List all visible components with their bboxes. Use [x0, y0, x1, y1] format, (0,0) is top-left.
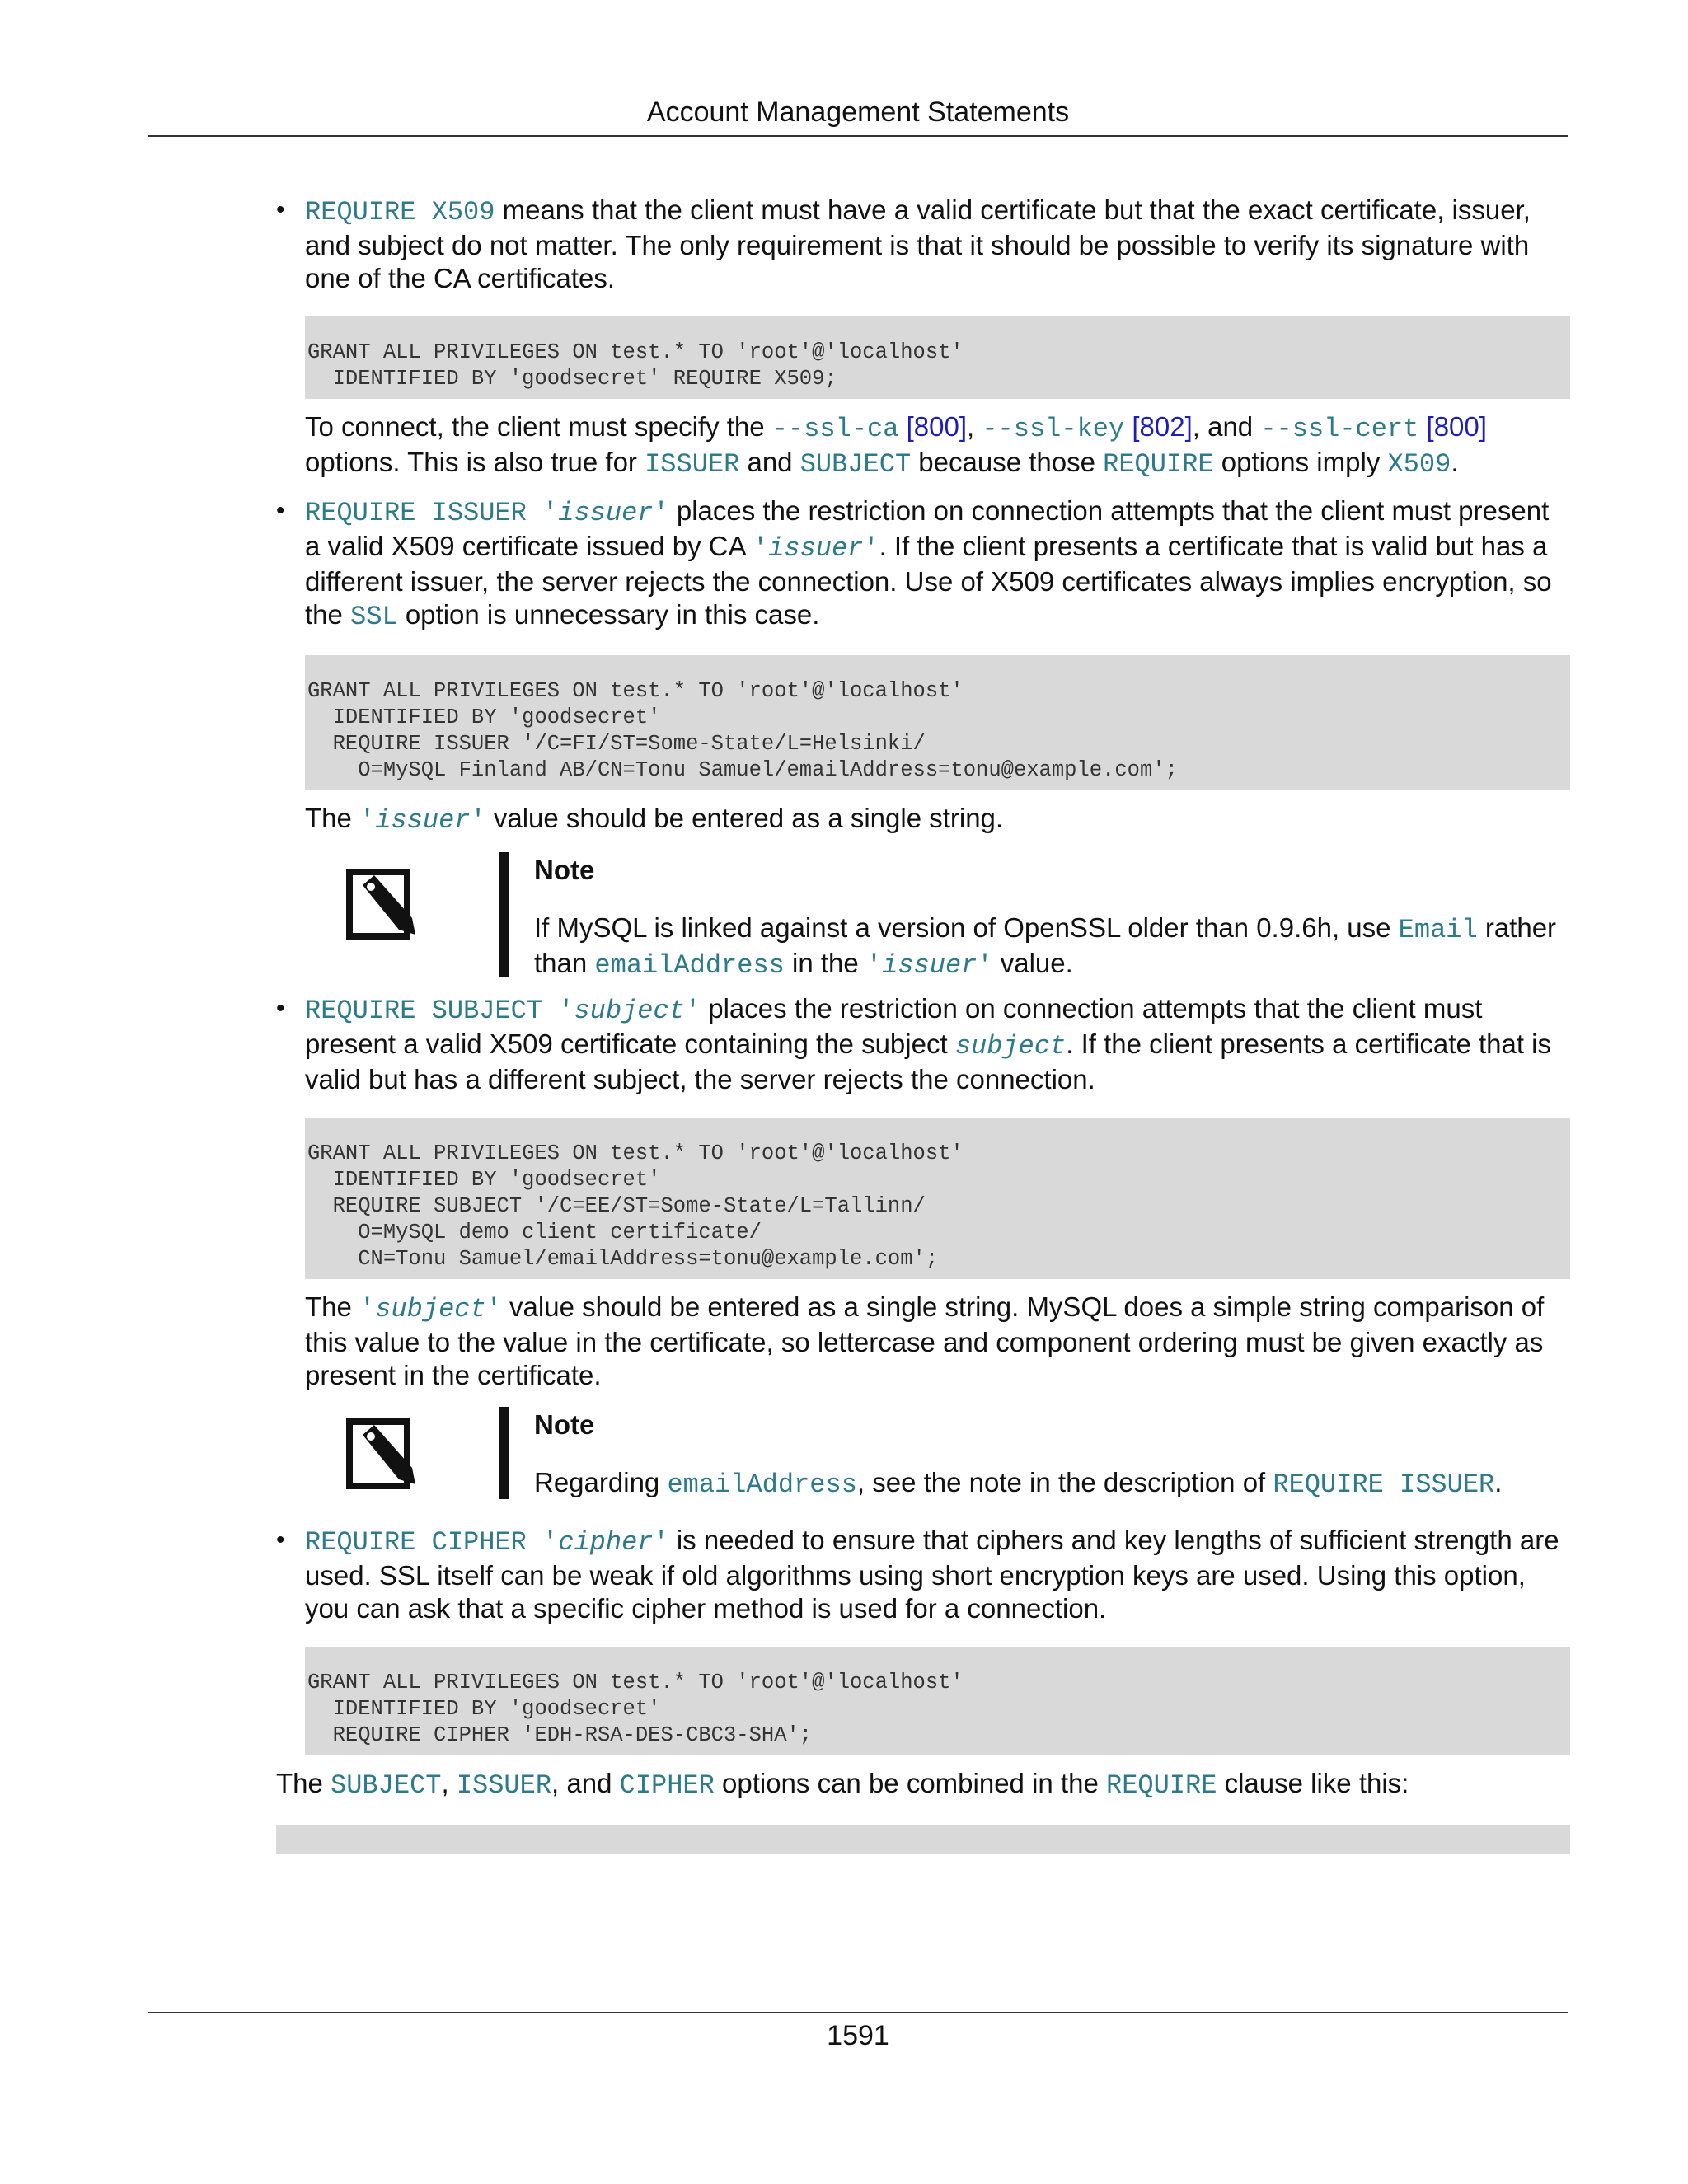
code-literal[interactable]: REQUIRE	[1103, 449, 1214, 480]
note-bar	[499, 1407, 509, 1499]
code-literal[interactable]: REQUIRE CIPHER 'cipher'	[305, 1527, 669, 1558]
code-example-issuer	[305, 655, 1570, 790]
code-literal[interactable]: emailAddress	[667, 1469, 857, 1500]
code-literal[interactable]: X509	[1387, 449, 1451, 480]
note-pencil-icon	[346, 1417, 420, 1491]
code-example-cipher	[305, 1647, 1570, 1755]
code-literal[interactable]: REQUIRE ISSUER 'issuer'	[305, 498, 669, 528]
bullet-icon: •	[276, 995, 285, 1022]
combine-paragraph: The SUBJECT, ISSUER, and CIPHER options can be combined in the REQUIRE clause like this:	[276, 1768, 1409, 1801]
page-content	[276, 194, 1570, 1854]
code-literal[interactable]: SSL	[350, 602, 398, 632]
page-ref-link[interactable]: [800]	[906, 411, 967, 442]
list-item-x509	[276, 194, 1570, 295]
code-block: GRANT ALL PRIVILEGES ON test.* TO 'root'@'localhost' IDENTIFIED BY 'goodsecret' REQUIRE X509;	[305, 316, 1570, 399]
bullet-icon: •	[276, 497, 285, 524]
code-block: GRANT ALL PRIVILEGES ON test.* TO 'root'@'localhost' IDENTIFIED BY 'goodsecret' REQUIRE ISSUER '/C=FI/ST=Some-State/L=Helsinki/ O=MySQL Finland AB/CN=Tonu Samuel/emailAddress=tonu@example.com';	[305, 655, 1570, 790]
option-link-ssl-cert[interactable]: --ssl-cert	[1260, 414, 1419, 444]
note-title: Note	[534, 1409, 595, 1440]
code-block	[276, 1825, 1570, 1854]
subject-after-paragraph: The 'subject' value should be entered as a single string. MySQL does a simple string comparison of this value to the value in the certificate, so lettercase and component ordering must be given exactly as present in the certificate.	[305, 1291, 1545, 1390]
code-literal[interactable]: emailAddress	[594, 950, 785, 981]
page-number: 1591	[827, 2020, 889, 2051]
code-example-x509	[305, 316, 1570, 399]
bullet-icon: •	[276, 1526, 285, 1554]
note-body: Regarding emailAddress, see the note in the description of REQUIRE ISSUER.	[534, 1467, 1503, 1500]
code-literal[interactable]: CIPHER	[619, 1770, 715, 1801]
header-rule	[148, 135, 1568, 137]
note-bar	[499, 852, 509, 977]
code-literal[interactable]: REQUIRE	[1105, 1770, 1217, 1801]
x509-description: REQUIRE X509 means that the client must have a valid certificate but that the exact certificate, issuer, and subject do not matter. The only requirement is that it should be possible to verify its signature with one of the CA certificates.	[305, 194, 1531, 293]
code-block: GRANT ALL PRIVILEGES ON test.* TO 'root'@'localhost' IDENTIFIED BY 'goodsecret' REQUIRE SUBJECT '/C=EE/ST=Some-State/L=Tallinn/ O=MySQL demo client certificate/ CN=Tonu Samuel/emailAddress=tonu@example.com';	[305, 1118, 1570, 1279]
code-literal[interactable]: ISSUER	[456, 1770, 552, 1801]
code-literal: 'issuer'	[865, 950, 993, 981]
note-subject	[305, 1407, 1570, 1499]
code-literal: 'issuer'	[359, 805, 486, 836]
page-ref-link[interactable]: [802]	[1132, 411, 1193, 442]
footer-rule	[148, 2012, 1568, 2013]
code-literal[interactable]: Email	[1398, 915, 1478, 945]
bullet-icon: •	[276, 196, 285, 223]
issuer-after-paragraph: The 'issuer' value should be entered as a single string.	[305, 803, 1004, 836]
code-block: GRANT ALL PRIVILEGES ON test.* TO 'root'@'localhost' IDENTIFIED BY 'goodsecret' REQUIRE CIPHER 'EDH-RSA-DES-CBC3-SHA';	[305, 1647, 1570, 1755]
note-pencil-icon	[346, 867, 420, 941]
subject-description: REQUIRE SUBJECT 'subject' places the restriction on connection attempts that the client must present a valid X509 certificate containing the subject subject. If the client presents a certificate that is valid but has a different subject, the server rejects the connection.	[305, 993, 1552, 1094]
option-link-ssl-ca[interactable]: --ssl-ca	[771, 414, 899, 444]
note-issuer	[305, 852, 1570, 981]
option-link-ssl-key[interactable]: --ssl-key	[982, 414, 1125, 444]
running-header: Account Management Statements	[646, 96, 1070, 128]
code-literal[interactable]: ISSUER	[645, 449, 740, 480]
code-variable: subject	[954, 1031, 1067, 1062]
code-literal[interactable]: REQUIRE X509	[305, 197, 495, 227]
code-example-subject	[305, 1118, 1570, 1279]
code-literal[interactable]: REQUIRE ISSUER	[1273, 1469, 1495, 1500]
list-item-subject	[276, 992, 1570, 1096]
note-body: If MySQL is linked against a version of OpenSSL older than 0.9.6h, use Email rather than emailAddress in the 'issuer' value.	[534, 912, 1557, 981]
page-ref-link[interactable]: [800]	[1426, 411, 1487, 442]
x509-connect-paragraph: To connect, the client must specify the --ssl-ca [800], --ssl-key [802], and --ssl-cert [800] options. This is also true for ISSUER and SUBJECT because those REQUIRE options imply X509.	[305, 411, 1487, 480]
code-literal: 'subject'	[359, 1294, 502, 1324]
cipher-description: REQUIRE CIPHER 'cipher' is needed to ensure that ciphers and key lengths of sufficient strength are used. SSL itself can be weak if old algorithms using short encryption keys are used. Using this option, you can ask that a specific cipher method is used for a connection.	[305, 1525, 1559, 1624]
code-literal[interactable]: REQUIRE SUBJECT 'subject'	[305, 996, 701, 1026]
code-literal[interactable]: SUBJECT	[799, 449, 912, 480]
list-item-cipher	[276, 1524, 1570, 1625]
issuer-description: REQUIRE ISSUER 'issuer' places the restriction on connection attempts that the client must present a valid X509 certificate issued by CA 'issuer'. If the client presents a certificate that is valid but has a different issuer, the server rejects the connection. Use of X509 certificates always implies encryption, so the SSL option is unnecessary in this case.	[305, 495, 1552, 632]
list-item-issuer	[276, 494, 1570, 634]
code-example-combine	[276, 1825, 1570, 1854]
note-title: Note	[534, 855, 595, 885]
code-literal: 'issuer'	[752, 533, 879, 564]
code-literal[interactable]: SUBJECT	[331, 1770, 442, 1801]
